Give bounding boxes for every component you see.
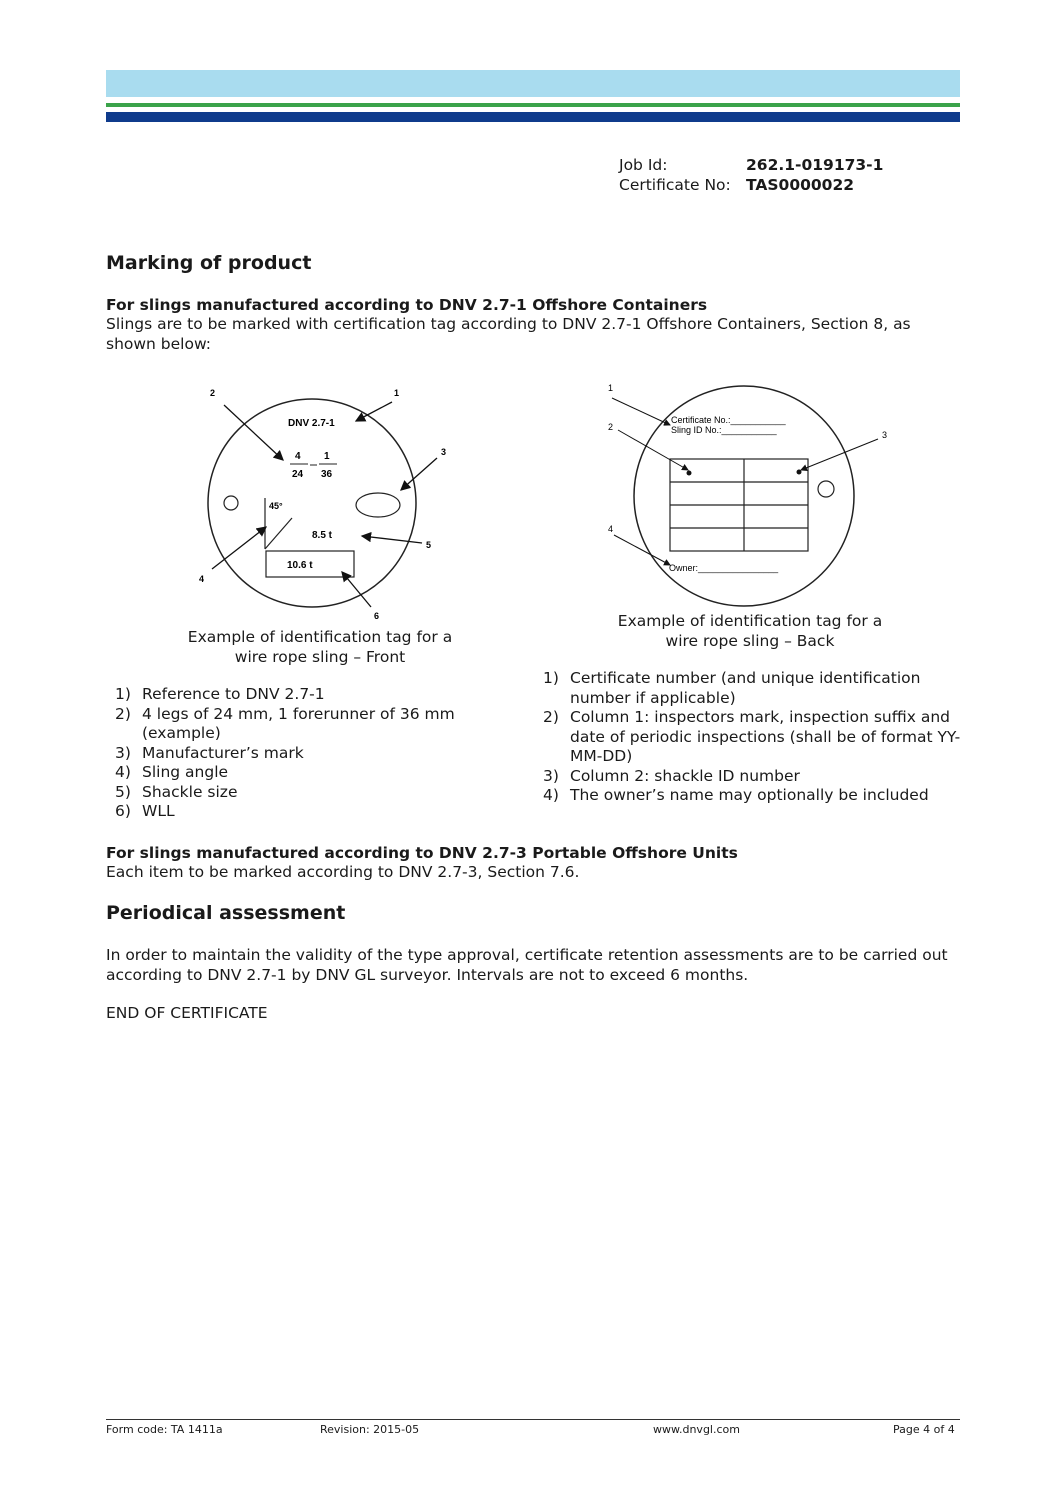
list-item-number: 5) <box>115 782 131 801</box>
back-callout-4: 4 <box>608 524 614 534</box>
list-item-text: WLL <box>142 802 175 820</box>
list-item-number: 4) <box>115 763 131 781</box>
back-legend-list <box>543 669 963 806</box>
shackle-label: 8.5 t <box>312 530 333 541</box>
fraction-a-top: 4 <box>295 451 301 462</box>
grid-dot-left <box>687 471 692 476</box>
footer-revision: Revision: 2015-05 <box>320 1423 420 1436</box>
list-item <box>115 802 490 822</box>
list-item <box>115 763 490 783</box>
front-tag-hole <box>224 496 238 510</box>
back-caption <box>600 611 900 651</box>
list-item <box>115 744 490 764</box>
marking-subheading-containers: For slings manufactured according to DNV 2.7-1 Offshore Containers <box>106 296 708 314</box>
list-item <box>115 685 490 705</box>
list-item-text: Column 2: shackle ID number <box>570 766 800 785</box>
job-id-label: Job Id: <box>619 156 668 174</box>
cert-no-label: Certificate No: <box>619 176 731 194</box>
back-callout-2: 2 <box>608 422 614 432</box>
footer-page-number: Page 4 of 4 <box>893 1423 955 1436</box>
back-callout-3: 3 <box>882 430 888 440</box>
marking-heading: Marking of product <box>106 252 312 274</box>
job-id-value: 262.1-019173-1 <box>746 156 884 174</box>
header-band-blue <box>106 112 960 122</box>
list-item <box>543 669 963 708</box>
front-callout-3: 3 <box>441 447 447 457</box>
list-item-text: Column 1: inspectors mark, inspection suffix and date of periodic inspections (shall be of format YY-MM-DD) <box>570 708 961 765</box>
back-tag-diagram <box>598 378 898 612</box>
back-leader-2 <box>618 430 688 470</box>
angle-slant-line <box>265 518 292 549</box>
header-band-green <box>106 103 960 107</box>
list-item-number: 1) <box>115 685 131 703</box>
list-item <box>543 708 963 767</box>
list-item-number: 3) <box>543 766 559 785</box>
list-item-text: Shackle size <box>142 782 238 801</box>
fraction-b-top: 1 <box>324 451 330 462</box>
front-callout-2: 2 <box>210 388 216 398</box>
front-tag-title: DNV 2.7-1 <box>288 418 335 429</box>
front-caption <box>170 627 470 667</box>
list-item-text: Reference to DNV 2.7-1 <box>142 685 325 703</box>
front-leader-5 <box>362 536 422 543</box>
list-item <box>543 767 963 787</box>
front-tag-outline <box>208 399 416 607</box>
periodical-paragraph: In order to maintain the validity of the type approval, certificate retention assessments are to be carried out according to DNV 2.7-1 by DNV GL surveyor. Intervals are not to exceed 6 months. <box>106 946 948 984</box>
list-item <box>115 705 490 744</box>
footer-form-code: Form code: TA 1411a <box>106 1423 223 1436</box>
grid-dot-right <box>797 470 802 475</box>
cert-no-value: TAS0000022 <box>746 176 855 194</box>
list-item-text: The owner’s name may optionally be included <box>570 786 929 804</box>
list-item-text: Sling angle <box>142 763 229 781</box>
front-callout-5: 5 <box>426 540 432 550</box>
back-caption-line1: Example of identification tag for a <box>617 612 883 630</box>
list-item-text: Manufacturer’s mark <box>142 743 304 762</box>
list-item-number: 6) <box>115 802 131 820</box>
back-leader-3 <box>801 439 878 470</box>
periodical-heading: Periodical assessment <box>106 902 346 924</box>
back-cert-line: Certificate No.:___________ <box>671 415 786 425</box>
manufacturer-mark-ellipse <box>356 493 400 517</box>
fraction-a-bottom: 24 <box>292 469 304 480</box>
list-item-number: 3) <box>115 743 131 762</box>
list-item-text: 4 legs of 24 mm, 1 forerunner of 36 mm (example) <box>142 704 455 742</box>
header-band-light <box>106 70 960 97</box>
front-leader-2 <box>224 405 283 460</box>
front-callout-6: 6 <box>374 611 380 620</box>
list-item <box>115 783 490 803</box>
fraction-b-bottom: 36 <box>321 469 333 480</box>
marking-paragraph: Slings are to be marked with certification tag according to DNV 2.7-1 Offshore Containers, Section 8, as shown below: <box>106 315 911 353</box>
certificate-ids <box>619 155 883 195</box>
list-item-number: 1) <box>543 669 559 687</box>
front-caption-line2: wire rope sling – Front <box>234 648 406 666</box>
list-item <box>543 786 963 806</box>
front-callout-1: 1 <box>394 388 400 398</box>
back-leader-1 <box>612 398 670 425</box>
front-leader-3 <box>401 458 437 490</box>
list-item-number: 4) <box>543 786 559 804</box>
wll-label: 10.6 t <box>287 560 313 571</box>
front-leader-4 <box>212 527 266 569</box>
list-item-text: Certificate number (and unique identification number if applicable) <box>570 669 921 707</box>
end-of-certificate: END OF CERTIFICATE <box>106 1004 268 1022</box>
back-owner-line: Owner:________________ <box>669 563 779 573</box>
front-tag-diagram <box>190 380 450 620</box>
back-tag-hole <box>818 481 834 497</box>
front-callout-4: 4 <box>199 574 205 584</box>
footer-divider <box>106 1419 960 1420</box>
back-sling-line: Sling ID No.:___________ <box>671 425 777 435</box>
portable-paragraph: Each item to be marked according to DNV 2.7-3, Section 7.6. <box>106 863 580 881</box>
front-caption-line1: Example of identification tag for a <box>187 628 453 646</box>
front-legend-list <box>115 685 490 822</box>
back-callout-1: 1 <box>608 383 614 393</box>
back-caption-line2: wire rope sling – Back <box>665 632 835 650</box>
list-item-number: 2) <box>115 704 131 723</box>
footer-website: www.dnvgl.com <box>653 1423 740 1436</box>
angle-label: 45° <box>269 501 283 511</box>
marking-subheading-portable: For slings manufactured according to DNV 2.7-3 Portable Offshore Units <box>106 844 738 862</box>
list-item-number: 2) <box>543 708 559 726</box>
back-leader-4 <box>614 535 670 565</box>
